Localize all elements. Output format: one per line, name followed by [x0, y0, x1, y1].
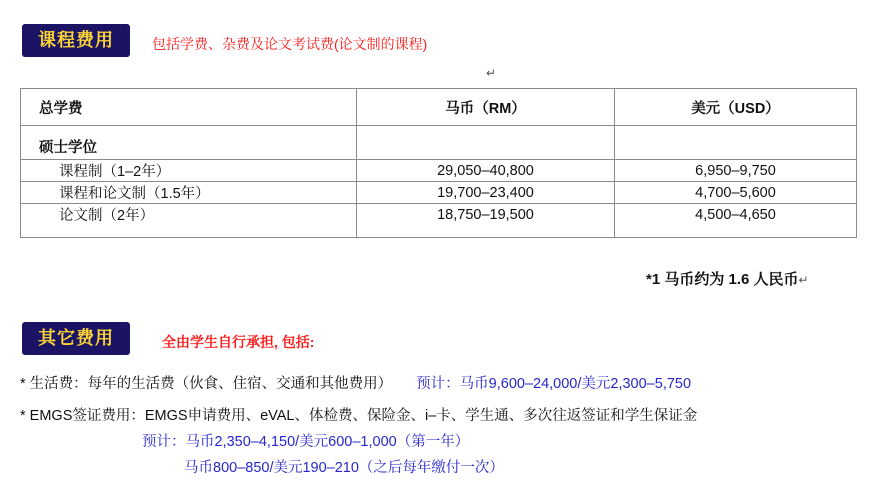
table-row: [21, 182, 857, 204]
table-cell-usd: 4,700–5,600: [615, 182, 857, 204]
fee-item-living-prefix: * 生活费：: [20, 376, 88, 392]
fee-item-emgs-body: EMGS申请费用、eVAL、体检费、保险金、i–卡、学生通、多次往返签证和学生保证金: [144, 408, 698, 424]
fee-item-emgs-prefix: * EMGS签证费用：: [20, 408, 145, 424]
table-cell-label: 论文制（2年）: [21, 204, 357, 238]
fee-item-emgs-estimate-first-year: [142, 430, 469, 451]
table-cell-rm: 19,700–23,400: [357, 182, 615, 204]
table-row: [21, 160, 857, 182]
fee-item-living-cost: [20, 372, 691, 393]
table-cell-usd: 6,950–9,750: [615, 160, 857, 182]
pilcrow-mark-icon: ↵: [798, 273, 809, 287]
section-note-course-fee: 包括学费、杂费及论文考试费(论文制的课程): [152, 36, 428, 52]
section-note-other-fee: 全由学生自行承担, 包括:: [162, 334, 315, 350]
fee-item-emgs-estimate-value-2: 马币800–850/美元190–210（之后每年缴付一次）: [184, 460, 504, 476]
table-header-usd: 美元（USD）: [615, 89, 857, 126]
fee-item-living-estimate-value: 马币9,600–24,000/美元2,300–5,750: [459, 376, 692, 392]
table-cell-label: 课程和论文制（1.5年）: [21, 182, 357, 204]
section-badge-other-fee: 其它费用: [22, 322, 130, 355]
fee-item-emgs-estimate-subsequent: [184, 456, 504, 477]
fee-item-living-estimate-label: 预计：: [416, 376, 460, 392]
table-group-rm-blank: [357, 126, 615, 160]
table-cell-rm: 29,050–40,800: [357, 160, 615, 182]
table-cell-usd: 4,500–4,650: [615, 204, 857, 238]
exchange-rate-note-text: *1 马币约为 1.6 人民币: [646, 271, 799, 288]
table-group-row: [21, 126, 857, 160]
fee-item-living-body: 每年的生活费（伙食、住宿、交通和其他费用）: [87, 376, 393, 392]
fee-item-emgs-estimate-value-1: 马币2,350–4,150/美元600–1,000（第一年）: [185, 434, 470, 450]
fee-item-emgs-estimate-label: 预计：: [142, 434, 186, 450]
fee-table: [20, 88, 857, 238]
section-badge-course-fee: 课程费用: [22, 24, 130, 57]
table-header-rm: 马币（RM）: [357, 89, 615, 126]
exchange-rate-note: [646, 268, 809, 289]
table-group-usd-blank: [615, 126, 857, 160]
table-cell-label: 课程制（1–2年）: [21, 160, 357, 182]
table-row: [21, 204, 857, 238]
table-header-row: [21, 89, 857, 126]
pilcrow-mark-icon: ↵: [486, 66, 497, 80]
table-group-label: 硕士学位: [21, 126, 357, 160]
table-cell-rm: 18,750–19,500: [357, 204, 615, 238]
table-header-total-fee: 总学费: [21, 89, 357, 126]
fee-item-emgs: [20, 404, 697, 425]
